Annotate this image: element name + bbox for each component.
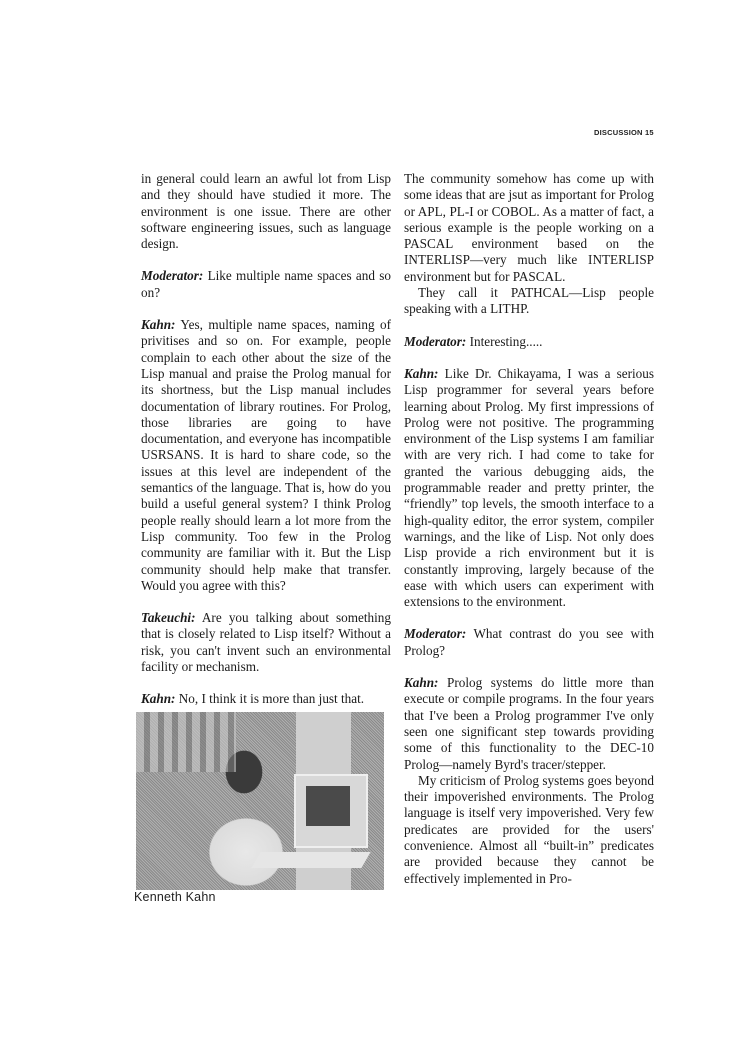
paragraph-text: Like multiple name spaces and so on? bbox=[141, 268, 391, 300]
running-head: DISCUSSION 15 bbox=[594, 128, 654, 137]
paragraph-text: What contrast do you see with Prolog? bbox=[404, 626, 654, 658]
photo-caption: Kenneth Kahn bbox=[134, 890, 216, 904]
paragraph-text: Interesting..... bbox=[466, 333, 543, 349]
speaker-label: Kahn: bbox=[141, 317, 176, 333]
speaker-label: Moderator: bbox=[141, 268, 204, 284]
photo-kenneth-kahn bbox=[136, 712, 384, 890]
paragraph-text: Like Dr. Chikayama, I was a serious Lisp programmer for several years before learning about Prolog. My first impressions of Prolog were not positive. The programming environment of the Lisp systems I am familiar with are very rich. I had come to take for granted the various debugging aids, the programmable reader and pretty printer, the “friendly” top levels, the smooth interface to a high-quality editor, the error system, compiler warnings, and the like of Lisp. Not only does Lisp provide a rich environment but it is constantly improving, largely because of the ease with which users can experiment with extensions to the environment. bbox=[404, 365, 654, 610]
paragraph bbox=[404, 626, 654, 659]
paragraph-text: Prolog systems do little more than execute or compile programs. In the four years that I've been a Prolog programmer I've only seen one significant step towards providing some of this functionality to the DEC-10 Prolog—namely Byrd's tracer/stepper. bbox=[404, 675, 654, 772]
paragraph bbox=[404, 773, 654, 887]
paragraph-text: Are you talking about something that is closely related to Lisp itself? Without a risk, you can't invent such an environmental facility or mechanism. bbox=[141, 610, 391, 675]
paragraph-text: Yes, multiple name spaces, naming of privitises and so on. For example, people complain to each other about the size of the Lisp manual and praise the Prolog manual for its shortness, but the Lisp manual includes documentation of library routines. For Prolog, those libraries are going to have documentation, and everyone has incompatible USRSANS. It is hard to share code, so the issues at this level are independent of the semantics of the language. That is, how do you build a useful general system? I think Prolog people really should learn a lot more from the Lisp community. Too few in the Prolog community are familiar with it. But the Lisp community should help make that transfer. Would you agree with this? bbox=[141, 317, 391, 593]
photo-monitor-screen bbox=[306, 786, 350, 826]
paragraph-text: The community somehow has come up with some ideas that are jsut as important for Prolog or APL, PL-I or COBOL. As a matter of fact, a serious example is the people working on a PASCAL environment based on the INTERLISP—very much like INTERLISP environment but for PASCAL. bbox=[404, 171, 654, 284]
photo-background-shelf bbox=[136, 712, 236, 772]
speaker-label: Kahn: bbox=[404, 675, 439, 691]
paragraph bbox=[141, 171, 391, 252]
paragraph bbox=[404, 171, 654, 285]
paragraph-text: They call it PATHCAL—Lisp people speaking with a LITHP. bbox=[404, 285, 654, 317]
paragraph bbox=[404, 285, 654, 318]
photo-computer-monitor bbox=[294, 774, 368, 848]
paragraph-text: in general could learn an awful lot from Lisp and they should have studied it more. The environment is one issue. There are other software engineering issues, such as language design. bbox=[141, 171, 391, 252]
paragraph bbox=[141, 610, 391, 675]
paragraph bbox=[141, 317, 391, 594]
speaker-label: Moderator: bbox=[404, 333, 467, 349]
paragraph bbox=[141, 691, 391, 707]
paragraph bbox=[404, 675, 654, 773]
left-column bbox=[141, 171, 391, 724]
paragraph bbox=[141, 268, 391, 301]
paragraph bbox=[404, 334, 654, 350]
paragraph bbox=[404, 366, 654, 610]
paragraph-text: No, I think it is more than just that. bbox=[175, 691, 365, 707]
photo-keyboard bbox=[251, 852, 370, 868]
speaker-label: Kahn: bbox=[141, 691, 176, 707]
paragraph-text: My criticism of Prolog systems goes beyond their impoverished environments. The Prolog language is itself very impoverished. Very few predicates are provided for the users' convenience. Almost all “built-in” predicates are provided because they cannot be effectively implemented in Pro- bbox=[404, 772, 654, 886]
speaker-label: Takeuchi: bbox=[141, 610, 196, 626]
right-column bbox=[404, 171, 654, 903]
speaker-label: Moderator: bbox=[404, 626, 467, 642]
speaker-label: Kahn: bbox=[404, 365, 439, 381]
